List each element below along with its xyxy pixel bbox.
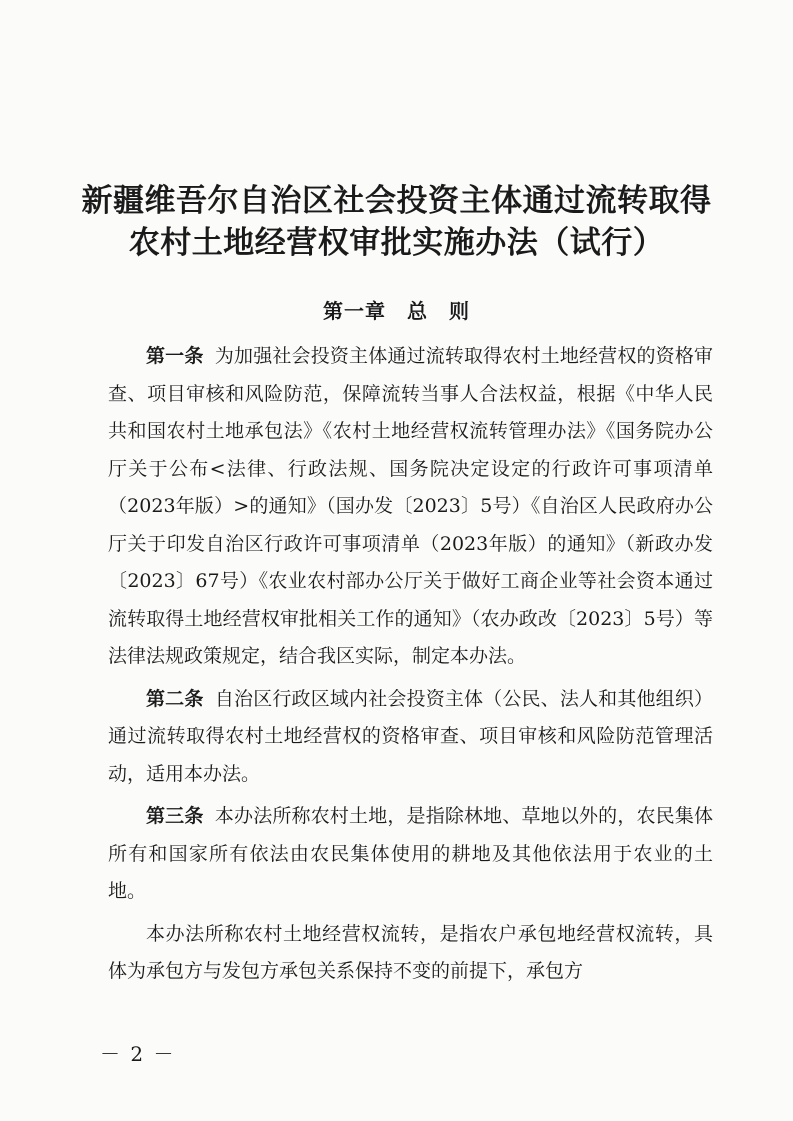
article-text: 为加强社会投资主体通过流转取得农村土地经营权的资格审查、项目审核和风险防范，保障流转当事人合法权益，根据《中华人民共和国农村土地承包法》《农村土地经营权流转管理办法》《国务院办公厅关于公布<法律、行政法规、国务院决定设定的行政许可事项清单（2023年版）>的通知》（国办发〔2023〕5号）《自治区人民政府办公厅关于印发自治区行政许可事项清单（2023年版）的通知》（新政办发〔2023〕67号）《农业农村部办公厅关于做好工商企业等社会资本通过流转取得土地经营权审批相关工作的通知》（农办政改〔2023〕5号）等法律法规政策规定，结合我区实际，制定本办法。 — [108, 345, 713, 667]
paragraph-continuation — [108, 916, 713, 991]
article-label: 第二条 — [146, 687, 204, 710]
title-line-1: 新疆维吾尔自治区社会投资主体通过流转取得 — [81, 183, 712, 219]
article-label: 第一条 — [146, 345, 204, 367]
title-line-2: 农村土地经营权审批实施办法（试行） — [128, 225, 665, 261]
document-title — [60, 180, 733, 264]
paragraph-article-2 — [108, 681, 713, 794]
document-body — [108, 338, 713, 991]
chapter-heading: 第一章 总 则 — [323, 299, 470, 323]
article-text: 本办法所称农村土地，是指除林地、草地以外的，农民集体所有和国家所有依法由农民集体使用的耕地及其他依法用于农业的土地。 — [108, 805, 713, 902]
paragraph-text: 本办法所称农村土地经营权流转，是指农户承包地经营权流转，具体为承包方与发包方承包关系保持不变的前提下，承包方 — [108, 922, 713, 982]
paragraph-article-3 — [108, 798, 713, 911]
paragraph-article-1 — [108, 338, 713, 676]
article-text: 自治区行政区域内社会投资主体（公民、法人和其他组织）通过流转取得农村土地经营权的资格审查、项目审核和风险防范管理活动，适用本办法。 — [108, 687, 713, 785]
page-number: － 2 － — [100, 1042, 176, 1066]
article-label: 第三条 — [146, 805, 204, 827]
